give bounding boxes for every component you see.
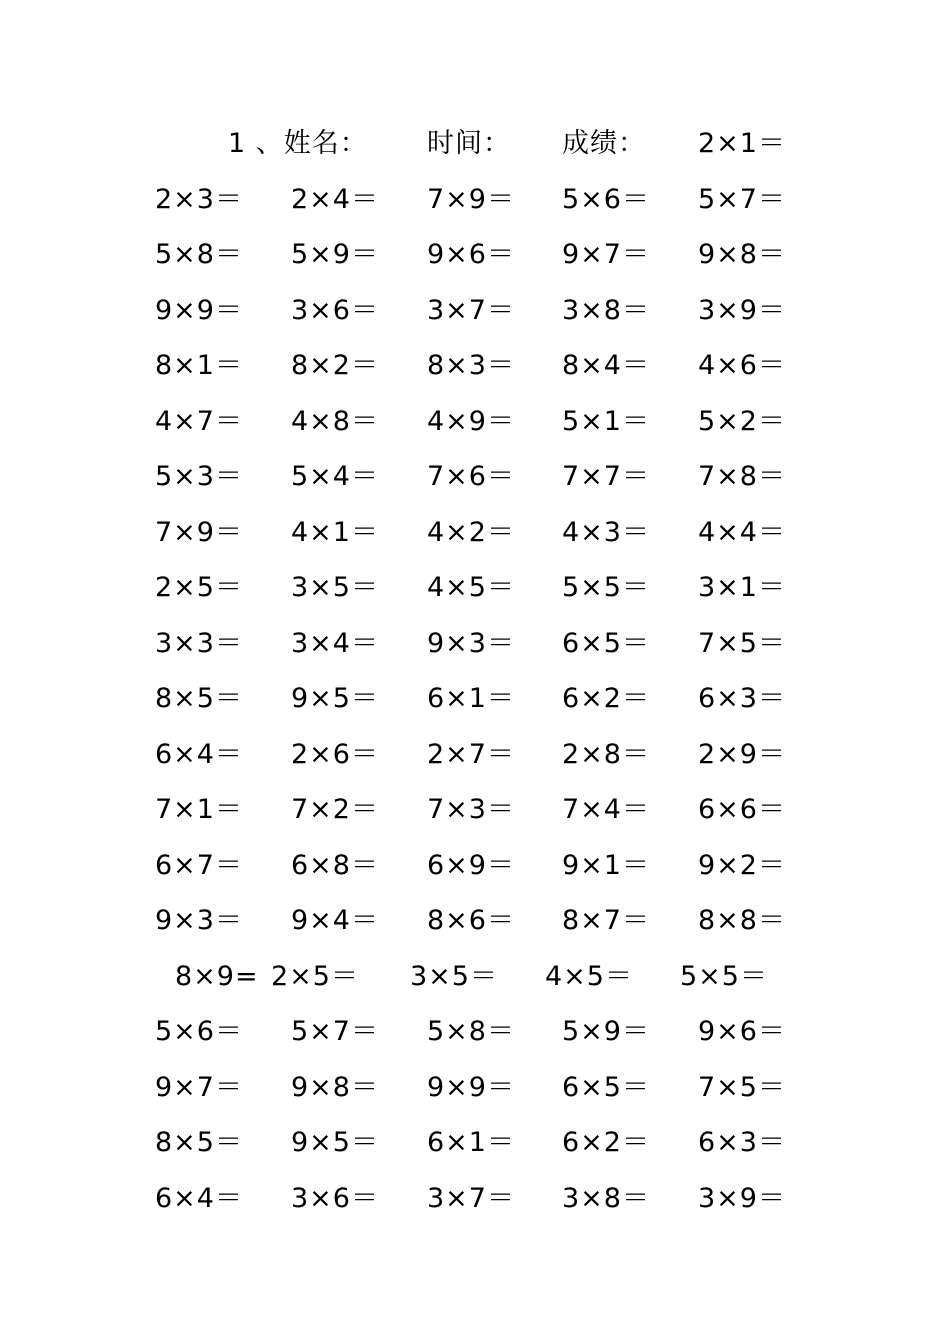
problem-cell: 3×1＝ [698, 572, 786, 603]
problem-cell: 8×1＝ [155, 350, 243, 381]
problem-cell: 5×8＝ [427, 1016, 515, 1047]
problem-cell: 8×8＝ [698, 905, 786, 936]
header-time-field: 时间： [427, 128, 511, 159]
problem-cell: 6×8＝ [291, 849, 379, 881]
problem-row [0, 960, 950, 1019]
problem-cell: 3×9＝ [698, 294, 786, 326]
problem-cell: 3×4＝ [291, 627, 379, 659]
problem-cell: 9×3＝ [427, 627, 515, 659]
problem-cell: 8×3＝ [427, 350, 515, 381]
problem-cell: 7×9＝ [155, 516, 243, 548]
problem-row [0, 516, 950, 575]
problem-cell: 8×5＝ [155, 683, 243, 714]
problem-cell: 5×2＝ [698, 405, 786, 437]
problem-cell: 7×8＝ [698, 461, 786, 492]
problem-cell: 9×8＝ [698, 239, 786, 270]
problem-row [0, 627, 950, 686]
problem-cell: 3×6＝ [291, 294, 379, 326]
problem-cell: 3×7＝ [427, 294, 515, 326]
problem-cell: 7×6＝ [427, 461, 515, 492]
problem-cell: 3×3＝ [155, 627, 243, 659]
problem-cell: 6×5＝ [562, 1071, 650, 1103]
problem-cell: 4×6＝ [698, 350, 786, 381]
problem-row [0, 183, 950, 242]
problem-cell: 3×5＝ [410, 960, 498, 992]
problem-cell: 8×5＝ [155, 1127, 243, 1158]
problem-cell: 4×5＝ [427, 572, 515, 603]
problem-cell: 9×6＝ [427, 239, 515, 270]
problem-cell: 2×1＝ [698, 128, 786, 159]
problem-cell: 2×7＝ [427, 738, 515, 770]
problem-cell: 2×8＝ [562, 738, 650, 770]
problem-cell: 6×1＝ [427, 1127, 515, 1158]
problem-cell: 6×4＝ [155, 738, 243, 770]
problem-cell: 5×3＝ [155, 461, 243, 492]
problem-row [0, 241, 950, 297]
problem-cell: 3×7＝ [427, 1182, 515, 1214]
problem-cell: 8×7＝ [562, 905, 650, 936]
problem-cell: 4×3＝ [562, 516, 650, 548]
problem-row [0, 1182, 950, 1241]
problem-cell: 5×6＝ [155, 1016, 243, 1047]
problem-cell: 6×5＝ [562, 627, 650, 659]
problem-cell: 9×9＝ [155, 294, 243, 326]
problem-cell: 6×7＝ [155, 849, 243, 881]
problem-cell: 7×4＝ [562, 794, 650, 825]
problem-cell: 4×1＝ [291, 516, 379, 548]
problem-row [0, 907, 950, 963]
problem-cell: 5×6＝ [562, 183, 650, 215]
problem-cell: 5×8＝ [155, 239, 243, 270]
problem-cell: 5×9＝ [562, 1016, 650, 1047]
problem-cell: 9×4＝ [291, 905, 379, 936]
header-score-field: 成绩： [562, 128, 646, 159]
problem-cell: 5×5＝ [680, 960, 768, 992]
problem-cell: 7×5＝ [698, 627, 786, 659]
problem-cell: 6×2＝ [562, 683, 650, 714]
problem-cell: 5×7＝ [698, 183, 786, 215]
problem-cell: 6×1＝ [427, 683, 515, 714]
problem-row [0, 352, 950, 408]
header-name-field: 1 、姓名： [228, 128, 368, 159]
problem-cell: 7×3＝ [427, 794, 515, 825]
problem-cell: 7×2＝ [291, 794, 379, 825]
problem-cell: 9×9＝ [427, 1071, 515, 1103]
problem-cell: 3×8＝ [562, 294, 650, 326]
problem-cell: 4×8＝ [291, 405, 379, 437]
problem-cell: 9×6＝ [698, 1016, 786, 1047]
problem-row [0, 1129, 950, 1185]
problem-cell: 6×6＝ [698, 794, 786, 825]
problem-cell: 9×5＝ [291, 1127, 379, 1158]
problem-cell: 7×5＝ [698, 1071, 786, 1103]
problem-row [0, 294, 950, 353]
problem-cell: 8×6＝ [427, 905, 515, 936]
problem-cell: 4×4＝ [698, 516, 786, 548]
problem-cell: 2×5＝ [155, 572, 243, 603]
problem-cell: 2×3＝ [155, 183, 243, 215]
problem-cell: 3×5＝ [291, 572, 379, 603]
problem-cell: 9×2＝ [698, 849, 786, 881]
problem-cell: 6×4＝ [155, 1182, 243, 1214]
problem-row [0, 1018, 950, 1074]
problem-row [0, 1071, 950, 1130]
problem-row [0, 849, 950, 908]
problem-cell: 4×9＝ [427, 405, 515, 437]
worksheet-header [0, 130, 950, 186]
problem-cell: 4×7＝ [155, 405, 243, 437]
problem-cell: 4×5＝ [545, 960, 633, 992]
problem-cell: 6×3＝ [698, 683, 786, 714]
problem-cell: 2×5＝ [271, 960, 359, 992]
problem-cell: 2×4＝ [291, 183, 379, 215]
problem-cell: 9×5＝ [291, 683, 379, 714]
problem-cell: 8×2＝ [291, 350, 379, 381]
problem-cell: 9×1＝ [562, 849, 650, 881]
problem-cell: 2×9＝ [698, 738, 786, 770]
problem-cell: 9×7＝ [155, 1071, 243, 1103]
problem-row [0, 738, 950, 797]
problem-cell: 9×8＝ [291, 1071, 379, 1103]
problem-row [0, 405, 950, 464]
problem-row [0, 685, 950, 741]
problem-cell: 3×8＝ [562, 1182, 650, 1214]
problem-cell: 9×7＝ [562, 239, 650, 270]
problem-cell: 5×5＝ [562, 572, 650, 603]
problem-cell: 3×9＝ [698, 1182, 786, 1214]
problem-cell: 8×4＝ [562, 350, 650, 381]
problem-cell: 5×1＝ [562, 405, 650, 437]
problem-cell: 6×2＝ [562, 1127, 650, 1158]
problem-row [0, 574, 950, 630]
problem-cell: 6×9＝ [427, 849, 515, 881]
problem-cell: 5×4＝ [291, 461, 379, 492]
problem-cell: 2×6＝ [291, 738, 379, 770]
problem-cell: 7×1＝ [155, 794, 243, 825]
problem-cell: 7×9＝ [427, 183, 515, 215]
problem-cell: 4×2＝ [427, 516, 515, 548]
problem-cell: 7×7＝ [562, 461, 650, 492]
problem-cell: 5×9＝ [291, 239, 379, 270]
problem-cell: 8×9= [175, 960, 259, 992]
problem-cell: 5×7＝ [291, 1016, 379, 1047]
problem-row [0, 463, 950, 519]
problem-cell: 9×3＝ [155, 905, 243, 936]
problem-cell: 6×3＝ [698, 1127, 786, 1158]
problem-row [0, 796, 950, 852]
problem-cell: 3×6＝ [291, 1182, 379, 1214]
